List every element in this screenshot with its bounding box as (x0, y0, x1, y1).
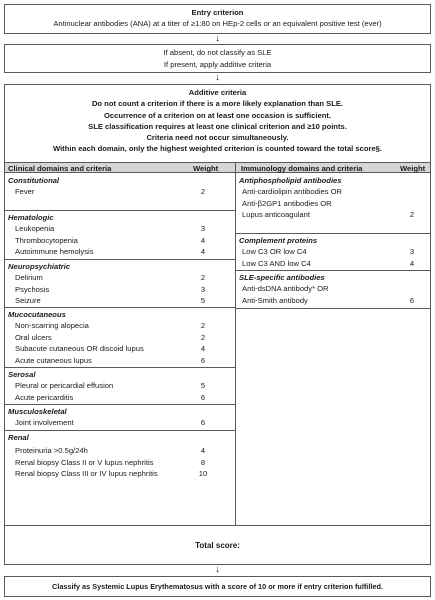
down-arrow-icon: ↓ (215, 72, 220, 83)
domain-antiphospholipid (236, 174, 431, 234)
criterion-weight: 2 (200, 187, 206, 196)
criterion-weight: 10 (198, 469, 208, 479)
domain-title: Hematologic (8, 213, 54, 222)
criterion-weight: 6 (200, 355, 206, 365)
domain-title: Serosal (8, 370, 36, 379)
additive-criteria-header (5, 85, 430, 155)
criterion-row (5, 320, 235, 332)
criterion-weight: 3 (200, 284, 206, 294)
criterion-row (236, 246, 431, 258)
down-arrow-icon: ↓ (215, 33, 220, 44)
criterion-label: Fever (15, 187, 35, 196)
domain-constitutional (5, 174, 235, 211)
domain-serosal (5, 368, 235, 405)
domain-title: Antiphospholipid antibodies (239, 176, 342, 185)
criterion-row (5, 332, 235, 344)
domain-renal (5, 431, 235, 525)
additive-rule: SLE classification requires at least one clinical criterion and ≥10 points. (88, 121, 347, 131)
criterion-row (5, 457, 235, 469)
criterion-weight: 2 (200, 332, 206, 342)
criterion-row (236, 258, 431, 270)
criterion-weight: 5 (200, 381, 206, 390)
criterion-label: Subacute cutaneous OR discoid lupus (15, 344, 144, 354)
additive-rule: Do not count a criterion if there is a more likely explanation than SLE. (91, 99, 344, 109)
criterion-label: Oral ulcers (15, 332, 52, 342)
criterion-weight: 6 (200, 418, 206, 427)
criterion-row (5, 246, 235, 258)
criterion-weight: 6 (200, 392, 206, 402)
criterion-row (236, 295, 431, 307)
criterion-label: Acute cutaneous lupus (15, 355, 92, 365)
criterion-row (5, 235, 235, 247)
criterion-row (5, 295, 235, 307)
domain-musculoskeletal (5, 405, 235, 431)
criterion-label: Anti-β2GP1 antibodies OR (242, 198, 332, 208)
criterion-row (5, 355, 235, 367)
domain-sle-specific-antibodies (236, 271, 431, 309)
criterion-weight: 4 (200, 446, 206, 455)
immunology-column-header: Immunology domains and criteria (241, 164, 363, 173)
criterion-label: Low C3 AND low C4 (242, 258, 311, 268)
criterion-row (236, 186, 431, 198)
criterion-label: Seizure (15, 296, 41, 306)
domain-neuropsychiatric (5, 260, 235, 308)
criterion-label: Renal biopsy Class II or V lupus nephritis (15, 457, 154, 467)
criterion-label: Non-scarring alopecia (15, 321, 89, 330)
criterion-weight: 4 (409, 258, 415, 268)
entry-criterion-box (4, 4, 431, 34)
additive-criteria-box (4, 84, 431, 565)
criterion-row (5, 417, 235, 429)
criterion-label: Pleural or pericardial effusion (15, 381, 114, 390)
entry-criterion-title: Entry criterion (191, 8, 244, 17)
total-score-label: Total score: (5, 525, 430, 565)
criterion-weight: 2 (409, 210, 415, 220)
criterion-row (5, 186, 235, 198)
classification-box (4, 576, 431, 597)
criterion-row (236, 283, 431, 295)
criterion-row (5, 272, 235, 284)
down-arrow-icon: ↓ (215, 564, 220, 575)
additive-rule: Occurrence of a criterion on at least one occasion is sufficient. (103, 110, 332, 120)
criterion-row (5, 284, 235, 296)
weight-column-header: Weight (193, 164, 219, 173)
criterion-row (236, 198, 431, 210)
classification-text: Classify as Systemic Lupus Erythematosus with a score of 10 or more if entry criterion fulfilled. (52, 582, 383, 591)
criterion-weight: 4 (200, 344, 206, 354)
criterion-label: Anti-Smith antibody (242, 295, 308, 305)
criterion-label: Lupus anticoagulant (242, 210, 310, 220)
criterion-weight: 4 (200, 247, 206, 257)
additive-rule: Within each domain, only the highest weighted criterion is counted toward the total score§. (52, 144, 383, 154)
criterion-label: Psychosis (15, 284, 50, 294)
criterion-weight: 4 (200, 235, 206, 245)
filter-absent-text: If absent, do not classify as SLE (163, 48, 272, 57)
criterion-label: Autoimmune hemolysis (15, 247, 94, 257)
criterion-row (5, 343, 235, 355)
criterion-label: Thrombocytopenia (15, 235, 78, 245)
domain-title: Neuropsychiatric (8, 262, 71, 271)
criterion-label: Delirium (15, 273, 43, 282)
criterion-row (5, 223, 235, 235)
criterion-label: Anti-dsDNA antibody* OR (242, 284, 329, 293)
domain-mucocutaneous (5, 308, 235, 368)
additive-rule: Criteria need not occur simultaneously. (146, 133, 289, 143)
criterion-label: Proteinuria >0.5g/24h (15, 446, 88, 455)
additive-criteria-title: Additive criteria (188, 88, 247, 97)
criterion-row (236, 209, 431, 221)
criterion-weight: 3 (200, 224, 206, 233)
criterion-row (5, 445, 235, 457)
domain-complement (236, 234, 431, 271)
criterion-weight: 5 (200, 296, 206, 306)
entry-criterion-text: Antinuclear antibodies (ANA) at a titer of ≥1:80 on HEp-2 cells or an equivalent positive test (ever) (53, 19, 382, 28)
criterion-label: Leukopenia (15, 224, 55, 233)
domain-title: SLE-specific antibodies (239, 273, 325, 282)
domain-title: Constitutional (8, 176, 60, 185)
domain-title: Mucocutaneous (8, 310, 66, 319)
column-header-row (5, 162, 430, 173)
criterion-label: Acute pericarditis (15, 392, 74, 402)
criterion-weight: 2 (200, 321, 206, 330)
filter-present-text: If present, apply additive criteria (163, 60, 272, 69)
criterion-label: Low C3 OR low C4 (242, 247, 307, 256)
filter-box (4, 44, 431, 73)
criterion-weight: 8 (200, 457, 206, 467)
criterion-row (5, 392, 235, 404)
criterion-weight: 6 (409, 295, 415, 305)
criterion-label: Renal biopsy Class III or IV lupus nephritis (15, 469, 158, 479)
criterion-row (5, 468, 235, 480)
domain-title: Musculoskeletal (8, 407, 67, 416)
clinical-column-header: Clinical domains and criteria (8, 164, 112, 173)
criterion-label: Anti-cardiolipin antibodies OR (242, 187, 343, 196)
domain-title: Renal (8, 433, 29, 442)
domain-title: Complement proteins (239, 236, 318, 245)
weight-column-header: Weight (400, 164, 426, 173)
domain-hematologic (5, 211, 235, 260)
criterion-label: Joint involvement (15, 418, 74, 427)
criterion-weight: 3 (409, 247, 415, 256)
criterion-weight: 2 (200, 273, 206, 282)
criterion-row (5, 380, 235, 392)
